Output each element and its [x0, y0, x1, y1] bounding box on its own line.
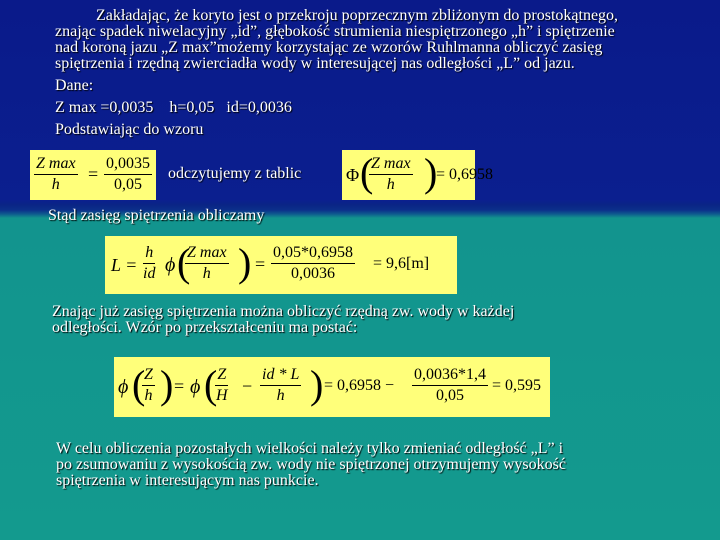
para3-line-3: spiętrzenia w interesującym nas punkcie.	[56, 472, 319, 489]
formula3-left-paren: (	[177, 240, 191, 285]
para2-line-2: odległości. Wzór po przekształceniu ma postać:	[52, 319, 358, 336]
formula4-d-den: 0,05	[436, 387, 464, 404]
formula-phi-result	[342, 150, 494, 200]
formula3-phi: ϕ	[165, 254, 176, 276]
intro-line-3: nad koroną jazu „Z max”możemy korzystając ze wzorów Ruhlmanna obliczyć zasięg	[55, 39, 603, 56]
para3-line-2: po zsumowaniu z wysokością zw. wody nie spiętrzonej otrzymujemy wysokość	[56, 456, 566, 473]
intro-line-1: Zakładając, że koryto jest o przekroju poprzecznym zbliżonym do prostokątnego,	[96, 7, 619, 24]
formula4-left-paren-a: (	[132, 362, 146, 407]
formula1-num-left: Z max	[34, 154, 78, 175]
formula3-result: = 9,6[m]	[373, 255, 430, 272]
formula3-eq: =	[255, 254, 266, 274]
formula2-left-paren: (	[360, 150, 374, 195]
formula4-eq: =	[174, 376, 185, 396]
formula4-c-num: id * L	[260, 365, 301, 386]
formula3-f3-den: 0,0036	[291, 265, 335, 282]
formula4-phi-right: ϕ	[190, 376, 201, 398]
formula2-phi: Φ	[346, 165, 360, 185]
read-from-table-text: odczytujemy z tablic	[168, 165, 302, 182]
formula3-f3-num: 0,05*0,6958	[271, 243, 355, 264]
formula-zmax-over-h	[30, 150, 156, 200]
formula4-minus: −	[242, 376, 253, 396]
formula3-f2-den: h	[202, 265, 211, 282]
formula4-result: = 0,595	[492, 377, 542, 394]
formula3-right-paren: )	[238, 240, 252, 285]
para2-line-1: Znając już zasięg spiętrzenia można obliczyć rzędną zw. wody w każdej	[52, 303, 515, 320]
formula1-eq: =	[88, 164, 99, 184]
given-heading: Dane:	[55, 77, 94, 94]
formula4-a-num: Z	[142, 365, 155, 386]
intro-line-2: znając spadek niwelacyjny „id”, głębokość strumienia niespiętrzonego „h” i spiętrzenie	[55, 23, 615, 40]
formula2-num: Z max	[369, 154, 413, 175]
formula-water-level	[114, 357, 550, 417]
formula3-f2-num: Z max	[185, 243, 229, 264]
formula3-L: L =	[111, 255, 138, 275]
formula3-f1-num: h	[143, 243, 155, 264]
intro-line-4: spiętrzenia i rzędną zwierciadła wody w interesującej nas odległości „L” od jazu.	[55, 55, 575, 72]
formula1-den-left: h	[51, 176, 60, 193]
formula4-right-paren-a: )	[160, 362, 174, 407]
given-values: Z max =0,0035 h=0,05 id=0,0036	[55, 99, 292, 116]
formula2-result: = 0,6958	[436, 166, 494, 183]
formula4-c-den: h	[276, 387, 285, 404]
formula4-d-num: 0,0036*1,4	[412, 365, 488, 386]
para3-line-1: W celu obliczenia pozostałych wielkości należy tylko zmieniać odległość „L” i	[56, 440, 564, 457]
formula-range-L	[105, 236, 457, 294]
formula4-right-paren-b: )	[310, 362, 324, 407]
formula1-num-right: 0,0035	[104, 154, 152, 175]
formula2-den: h	[386, 176, 395, 193]
formula4-b-den: H	[216, 387, 228, 404]
formula1-den-right: 0,05	[114, 176, 142, 193]
formula3-f1-den: id	[143, 265, 156, 282]
formula4-r1: = 0,6958 −	[324, 377, 395, 394]
formula4-left-paren-b: (	[204, 362, 218, 407]
formula4-phi-left: ϕ	[118, 376, 129, 398]
formula4-b-num: Z	[215, 365, 228, 386]
formula2-right-paren: )	[424, 150, 438, 195]
formula4-a-den: h	[144, 387, 153, 404]
range-text: Stąd zasięg spiętrzenia obliczamy	[48, 207, 265, 224]
substitute-label: Podstawiając do wzoru	[55, 121, 204, 138]
